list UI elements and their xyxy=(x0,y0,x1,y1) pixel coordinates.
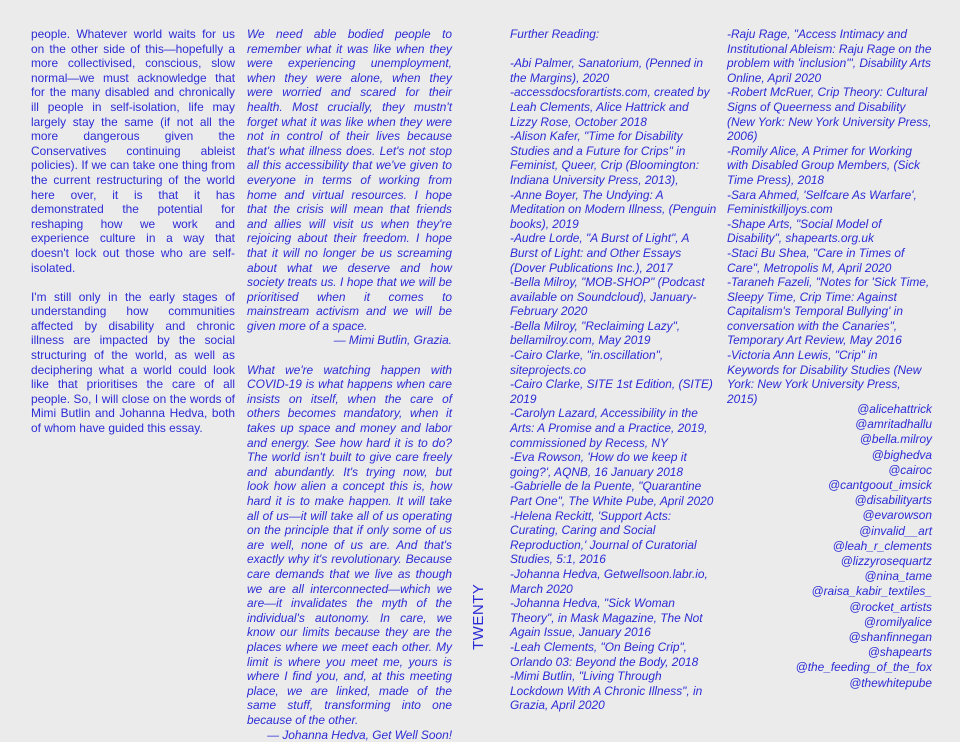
reference-item: -Cairo Clarke, "in.oscillation", siteprojects.co xyxy=(510,348,718,377)
social-handle: @romilyalice xyxy=(727,615,932,630)
handles-list xyxy=(727,402,932,691)
social-handle: @the_feeding_of_the_fox xyxy=(727,660,932,675)
page-number: TWENTY xyxy=(470,584,487,650)
social-handle: @leah_r_clements xyxy=(727,539,932,554)
social-handle: @invalid__art xyxy=(727,524,932,539)
reference-item: -Audre Lorde, "A Burst of Light", A Burst of Light: and Other Essays (Dover Publications Inc.), 2017 xyxy=(510,231,718,275)
reference-item: -Anne Boyer, The Undying: A Meditation on Modern Illness, (Penguin books), 2019 xyxy=(510,188,718,232)
reference-item: -Bella Milroy, "Reclaiming Lazy", bellamilroy.com, May 2019 xyxy=(510,319,718,348)
further-reading-column xyxy=(510,27,718,713)
reference-item: -Robert McRuer, Crip Theory: Cultural Signs of Queerness and Disability (New York: New York University Press, 2006) xyxy=(727,85,933,143)
reference-item: -Helena Reckitt, 'Support Acts: Curating, Caring and Social Reproduction,' Journal of Curatorial Studies, 5:1, 2016 xyxy=(510,509,718,567)
reference-item: -Johanna Hedva, Getwellsoon.labr.io, March 2020 xyxy=(510,567,718,596)
reference-item: -Victoria Ann Lewis, "Crip" in Keywords for Disability Studies (New York: New York University Press, 2015) xyxy=(727,348,933,406)
essay-column xyxy=(31,27,235,450)
quotes-column xyxy=(247,27,452,742)
reference-item: -Cairo Clarke, SITE 1st Edition, (SITE) 2019 xyxy=(510,377,718,406)
further-reading-heading: Further Reading: xyxy=(510,27,718,42)
reference-item: -Raju Rage, "Access Intimacy and Institutional Ableism: Raju Rage on the problem with 'inclusion'", Disability Arts Online, April 2020 xyxy=(727,27,933,85)
reference-item: -Bella Milroy, "MOB-SHOP" (Podcast available on Soundcloud), January-February 2020 xyxy=(510,275,718,319)
quote-johanna-hedva: What we're watching happen with COVID-19 is what happens when care insists on itself, when the care of others becomes mandatory, when it takes up space and money and labor and energy. See how hard it is to do? The world isn't built to give care freely and abundantly. It's trying now, but look how alien a concept this is, how hard it is to make happen. It will take all of us—it will take all of us operating on the principle that if only some of us are well, none of us are. And that's exactly why it's revolutionary. Because care demands that we live as though we are all interconnected—which we are—it invalidates the myth of the individual's autonomy. In care, we know our limits because they are the places where we meet each other. My limit is where you meet me, yours is where I find you, and, at this meeting place, we are linked, made of the same stuff, transforming into one because of the other. xyxy=(247,363,452,728)
social-handle: @rocket_artists xyxy=(727,600,932,615)
reference-item: -Alison Kafer, "Time for Disability Studies and a Future for Crips" in Feminist, Queer, Crip (Bloomington: Indiana University Press, 2013), xyxy=(510,129,718,187)
social-handle: @shapearts xyxy=(727,645,932,660)
reference-item: -Shape Arts, "Social Model of Disability", shapearts.org.uk xyxy=(727,217,933,246)
reference-item: -Sara Ahmed, 'Selfcare As Warfare', Feministkilljoys.com xyxy=(727,188,933,217)
social-handle: @shanfinnegan xyxy=(727,630,932,645)
quote-attribution: — Johanna Hedva, Get Well Soon! xyxy=(247,728,452,742)
social-handle: @amritadhallu xyxy=(727,417,932,432)
quote-attribution: — Mimi Butlin, Grazia. xyxy=(247,333,452,348)
social-handle: @lizzyrosequartz xyxy=(727,554,932,569)
social-handle: @disabilityarts xyxy=(727,493,932,508)
reference-item: -Mimi Butlin, "Living Through Lockdown With A Chronic Illness", in Grazia, April 2020 xyxy=(510,669,718,713)
reference-item: -Johanna Hedva, "Sick Woman Theory", in Mask Magazine, The Not Again Issue, January 2016 xyxy=(510,596,718,640)
reference-list xyxy=(510,56,718,713)
social-handle: @bella.milroy xyxy=(727,432,932,447)
social-handle: @cantgoout_imsick xyxy=(727,478,932,493)
reference-item: -Taraneh Fazeli, "Notes for 'Sick Time, Sleepy Time, Crip Time: Against Capitalism's Temporal Bullying' in conversation with the Canaries", Temporary Art Review, May 2016 xyxy=(727,275,933,348)
reference-item: -Romily Alice, A Primer for Working with Disabled Group Members, (Sick Time Press), 2018 xyxy=(727,144,933,188)
essay-paragraph: people. Whatever world waits for us on the other side of this—hopefully a more collectivised, conscious, slow normal—we must acknowledge that for the many disabled and chronically ill people in self-isolation, life may largely stay the same (if not all the more dangerous given the Conservatives continuing ableist policies). If we can take one thing from the current restructuring of the world here over, it is that it has demonstrated the potential for reshaping how we work and experience culture in a way that doesn't lock out those who are self-isolated. xyxy=(31,27,235,275)
further-reading-column-continued xyxy=(727,27,933,406)
social-handle: @thewhitepube xyxy=(727,676,932,691)
reference-item: -Gabrielle de la Puente, "Quarantine Part One", The White Pube, April 2020 xyxy=(510,479,718,508)
reference-item: -accessdocsforartists.com, created by Leah Clements, Alice Hattrick and Lizzy Rose, October 2018 xyxy=(510,85,718,129)
reference-item: -Staci Bu Shea, "Care in Times of Care", Metropolis M, April 2020 xyxy=(727,246,933,275)
social-handle: @alicehattrick xyxy=(727,402,932,417)
quote-mimi-butlin: We need able bodied people to remember what it was like when they were experiencing unemployment, when they were alone, when they were worried and scared for their health. Most crucially, they mustn't forget what it was like when they were not in control of their lives because that's what illness does. Let's not stop all this accessibility that we've given to everyone in terms of working from home and virtual resources. I hope that the crisis will mean that friends and allies will visit us when they're rejoicing about their freedom. I hope that it will no longer be us screaming about what we deserve and how society treats us. I hope that we will be prioritised when it comes to mainstream activism and we will be given more of a space. xyxy=(247,27,452,333)
reference-list xyxy=(727,27,933,406)
reference-item: -Eva Rowson, 'How do we keep it going?', AQNB, 16 January 2018 xyxy=(510,450,718,479)
social-handle: @cairoc xyxy=(727,463,932,478)
essay-paragraph: I'm still only in the early stages of understanding how communities affected by disability and chronic illness are impacted by the social structuring of the world, as well as deciphering what a world could look like that prioritises the care of all people. So, I will close on the words of Mimi Butlin and Johanna Hedva, both of whom have guided this essay. xyxy=(31,290,235,436)
reference-item: -Leah Clements, "On Being Crip", Orlando 03: Beyond the Body, 2018 xyxy=(510,640,718,669)
social-handle: @bighedva xyxy=(727,448,932,463)
social-handle: @nina_tame xyxy=(727,569,932,584)
reference-item: -Abi Palmer, Sanatorium, (Penned in the Margins), 2020 xyxy=(510,56,718,85)
social-handle: @evarowson xyxy=(727,508,932,523)
social-handle: @raisa_kabir_textiles_ xyxy=(727,584,932,599)
reference-item: -Carolyn Lazard, Accessibility in the Arts: A Promise and a Practice, 2019, commissioned by Recess, NY xyxy=(510,406,718,450)
